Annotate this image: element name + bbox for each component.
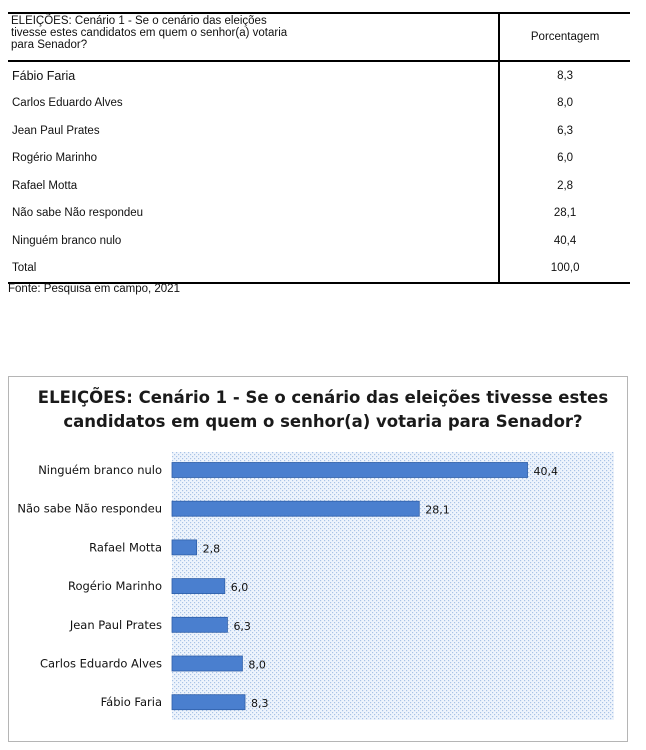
category-label: Carlos Eduardo Alves <box>39 656 162 671</box>
candidate-name: Jean Paul Prates <box>12 124 100 137</box>
category-label: Não sabe Não respondeu <box>17 501 162 516</box>
data-label: 6,3 <box>233 619 251 633</box>
category-label: Ninguém branco nulo <box>38 463 162 477</box>
candidate-percentage: 8,3 <box>499 61 630 90</box>
category-label: Fábio Faria <box>100 695 162 710</box>
candidate-percentage: 28,1 <box>499 200 630 228</box>
total-label: Total <box>8 255 499 284</box>
header-question-line: para Senador? <box>11 39 88 51</box>
candidate-name: Rafael Motta <box>12 179 78 192</box>
bar <box>172 656 242 671</box>
category-label: Rafael Motta <box>89 540 162 555</box>
candidate-name: Rogério Marinho <box>12 152 98 165</box>
table-header-percentage: Porcentagem <box>499 13 630 61</box>
candidate-percentage: 6,0 <box>499 145 630 173</box>
data-label: 8,0 <box>248 658 266 672</box>
data-label: 8,3 <box>251 697 269 711</box>
total-percentage: 100,0 <box>499 255 630 284</box>
bar <box>172 617 227 632</box>
chart-title <box>0 386 646 434</box>
data-label: 2,8 <box>202 542 221 556</box>
table-source-note: Fonte: Pesquisa em campo, 2021 <box>8 283 180 295</box>
data-label: 6,0 <box>230 581 249 595</box>
candidate-percentage: 2,8 <box>499 172 630 200</box>
category-label: Jean Paul Prates <box>69 617 162 632</box>
data-label: 40,4 <box>533 465 559 478</box>
candidate-percentage: 8,0 <box>499 90 630 118</box>
chart-title-line: candidatos em quem o senhor(a) votaria para Senador? <box>63 412 583 431</box>
candidate-percentage: 6,3 <box>499 117 630 145</box>
header-question-line: ELEIÇÕES: Cenário 1 - Se o cenário das eleições <box>11 15 267 27</box>
bar <box>172 540 197 555</box>
candidate-name: Fábio Faria <box>12 68 76 83</box>
chart-title-line: ELEIÇÕES: Cenário 1 - Se o cenário das eleições tivesse estes <box>37 388 609 407</box>
category-label: Rogério Marinho <box>67 579 162 594</box>
candidate-name: Não sabe Não respondeu <box>12 207 144 220</box>
candidate-name: Carlos Eduardo Alves <box>12 97 123 110</box>
data-label: 28,1 <box>425 503 450 517</box>
candidate-percentage: 40,4 <box>499 227 630 255</box>
header-question-line: tivesse estes candidatos em quem o senhor(a) votaria <box>11 27 288 39</box>
bar <box>172 463 528 478</box>
bar <box>172 501 419 516</box>
candidate-name: Ninguém branco nulo <box>12 234 122 247</box>
bar <box>172 695 245 710</box>
bar <box>172 579 225 594</box>
